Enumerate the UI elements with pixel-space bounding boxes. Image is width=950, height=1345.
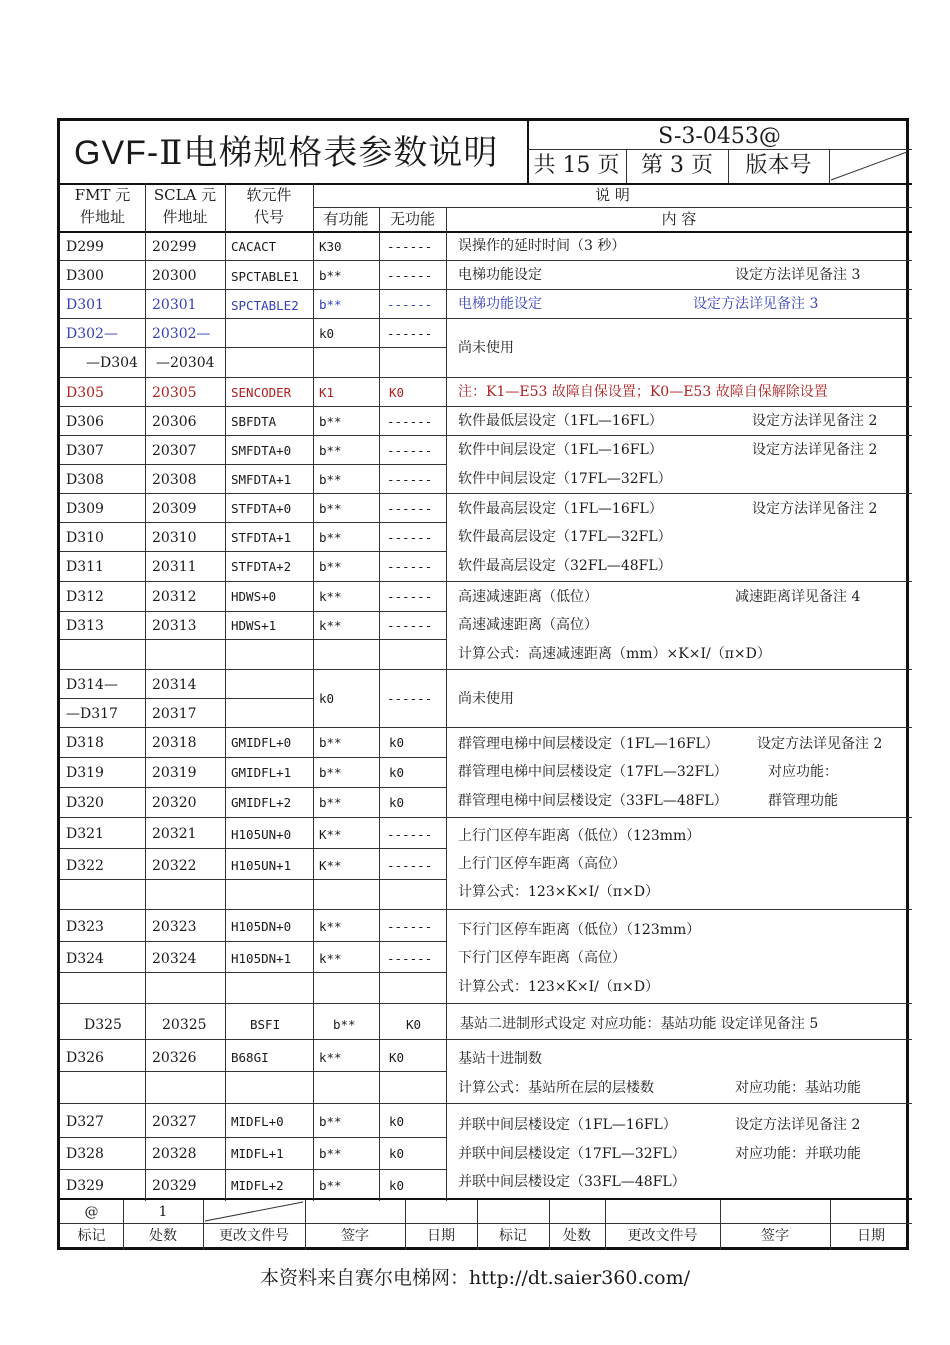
row-no-func: ------: [387, 443, 433, 458]
row-code: HDWS+1: [231, 618, 277, 633]
row-content: 基站十进制数: [458, 1051, 542, 1067]
title-main: Ⅱ电梯规格表参数说明: [159, 133, 499, 173]
row-content: 基站二进制形式设定 对应功能：基站功能 设定详见备注 5: [460, 1016, 819, 1032]
row-fmt: D327: [66, 1114, 104, 1130]
row-scla: 20299: [152, 239, 197, 255]
row-scla: 20302—: [152, 326, 211, 342]
header-fmt-1: FMT 元: [74, 186, 131, 204]
header-scla-2: 件地址: [162, 208, 208, 226]
row-fmt: D323: [66, 919, 104, 935]
row-with-func: b**: [319, 268, 342, 283]
row-with-func: b**: [333, 1017, 356, 1032]
row-note: 设定方法详见备注 2: [752, 501, 878, 517]
row-code: SPCTABLE1: [231, 269, 299, 284]
header-description: 说 明: [595, 186, 630, 204]
row-no-func: ------: [387, 530, 433, 545]
row-content: 并联中间层楼设定（17FL—32FL）: [458, 1146, 686, 1162]
row-content: 软件最高层设定（32FL—48FL）: [458, 558, 672, 574]
row-no-func: K0: [406, 1017, 422, 1032]
footer-label-date-2: 日期: [857, 1228, 885, 1244]
row-scla: 20307: [152, 443, 197, 459]
row-fmt: D325: [84, 1017, 122, 1033]
row-note: 群管理功能: [768, 793, 838, 809]
row-scla: 20311: [152, 559, 197, 575]
row-code: B68GI: [231, 1050, 269, 1065]
footer-label-count-2: 处数: [563, 1228, 591, 1244]
row-fmt: D328: [66, 1146, 104, 1162]
row-note: 设定方法详见备注 3: [735, 267, 861, 283]
row-content: 下行门区停车距离（低位）（123mm）: [458, 922, 701, 938]
row-code: STFDTA+1: [231, 530, 292, 545]
row-content: 下行门区停车距离（高位）: [458, 950, 626, 966]
row-fmt: D324: [66, 951, 104, 967]
row-with-func: b**: [319, 1114, 342, 1129]
row-fmt: D300: [66, 268, 104, 284]
row-note: 设定方法详见备注 2: [757, 736, 883, 752]
row-fmt: D307: [66, 443, 104, 459]
title-prefix: GVF-: [74, 134, 160, 172]
row-with-func: k0: [319, 691, 335, 706]
row-with-func: b**: [319, 443, 342, 458]
row-with-func: b**: [319, 735, 342, 750]
row-code: MIDFL+0: [231, 1114, 284, 1129]
row-content: 软件中间层设定（17FL—32FL）: [458, 471, 672, 487]
row-content: 软件最高层设定（1FL—16FL）: [458, 501, 663, 517]
row-scla: 20310: [152, 530, 197, 546]
footer-label-sign-2: 签字: [761, 1228, 789, 1244]
row-with-func: b**: [319, 414, 342, 429]
row-scla: 20328: [152, 1146, 197, 1162]
row-with-func: b**: [319, 559, 342, 574]
row-note: 设定方法详见备注 2: [752, 413, 878, 429]
source-note: 本资料来自赛尔电梯网：http://dt.saier360.com/: [260, 1267, 690, 1289]
row-scla: 20326: [152, 1050, 197, 1066]
row-scla: 20305: [152, 385, 197, 401]
row-no-func: k0: [389, 795, 405, 810]
row-fmt: D313: [66, 618, 104, 634]
version-label: 版本号: [745, 153, 812, 178]
row-no-func: k0: [389, 765, 405, 780]
row-note: 设定方法详见备注 3: [693, 296, 819, 312]
row-with-func: b**: [319, 472, 342, 487]
header-no-function: 无功能: [389, 210, 435, 228]
row-code: SENCODER: [231, 385, 292, 400]
row-fmt: D306: [66, 414, 104, 430]
row-no-func: ------: [387, 827, 433, 842]
row-note: 对应功能：基站功能: [735, 1080, 861, 1096]
row-fmt: D310: [66, 530, 104, 546]
row-code: SMFDTA+1: [231, 472, 292, 487]
row-content: 计算公式：123×K×I/（π×D）: [458, 884, 660, 900]
footer-label-change-doc: 更改文件号: [219, 1228, 289, 1244]
row-no-func: ------: [387, 472, 433, 487]
row-content: 并联中间层楼设定（1FL—16FL）: [458, 1117, 677, 1133]
row-fmt: D311: [66, 559, 104, 575]
row-content: 尚未使用: [458, 691, 514, 707]
header-with-function: 有功能: [323, 210, 369, 228]
footer-label-sign: 签字: [341, 1228, 369, 1244]
row-scla: 20322: [152, 858, 197, 874]
row-content: 群管理电梯中间层楼设定（17FL—32FL）: [458, 764, 728, 780]
row-no-func: ------: [387, 268, 433, 283]
row-scla: 20329: [152, 1178, 197, 1194]
row-content: 计算公式：123×K×I/（π×D）: [458, 979, 660, 995]
row-scla: 20308: [152, 472, 197, 488]
version-diagonal: [829, 149, 909, 183]
row-content: 注：K1—E53 故障自保设置；K0—E53 故障自保解除设置: [458, 384, 828, 400]
row-code: STFDTA+0: [231, 501, 292, 516]
row-no-func: ------: [387, 501, 433, 516]
row-fmt: D314—: [66, 677, 118, 693]
row-note: 设定方法详见备注 2: [735, 1117, 861, 1133]
row-code: HDWS+0: [231, 589, 277, 604]
footer-label-change-doc-2: 更改文件号: [627, 1228, 698, 1244]
row-with-func: k**: [319, 1050, 342, 1065]
row-fmt: D318: [66, 735, 104, 751]
footer-mark-value: @: [84, 1204, 99, 1220]
footer-label-count: 处数: [149, 1228, 177, 1244]
row-code: SMFDTA+0: [231, 443, 292, 458]
footer-label-mark-2: 标记: [499, 1228, 527, 1244]
footer-count-value: 1: [158, 1204, 168, 1220]
row-scla: 20309: [152, 501, 197, 517]
row-fmt: D299: [66, 239, 104, 255]
row-content: 尚未使用: [458, 340, 514, 356]
row-with-func: K**: [319, 827, 342, 842]
row-with-func: k0: [319, 326, 335, 341]
row-no-func: k0: [389, 1114, 405, 1129]
header-scla-1: SCLA 元: [153, 186, 217, 204]
row-code: CACACT: [231, 239, 277, 254]
row-no-func: ------: [387, 858, 433, 873]
row-scla: 20313: [152, 618, 197, 634]
row-no-func: ------: [387, 326, 433, 341]
row-fmt: D319: [66, 765, 104, 781]
row-scla: 20325: [162, 1017, 207, 1033]
row-content: 电梯功能设定: [458, 267, 542, 283]
row-no-func: K0: [389, 1050, 405, 1065]
row-content: 计算公式：高速减速距离（mm）×K×I/（π×D）: [458, 646, 771, 662]
row-code: H105UN+0: [231, 827, 292, 842]
row-code: GMIDFL+2: [231, 795, 292, 810]
row-fmt: D308: [66, 472, 104, 488]
row-with-func: b**: [319, 1146, 342, 1161]
row-fmt: D326: [66, 1050, 104, 1066]
row-with-func: b**: [319, 501, 342, 516]
row-code: SBFDTA: [231, 414, 277, 429]
row-with-func: b**: [319, 765, 342, 780]
spec-sheet: [57, 118, 909, 1250]
row-scla: 20300: [152, 268, 197, 284]
row-content: 群管理电梯中间层楼设定（1FL—16FL）: [458, 736, 719, 752]
row-with-func: b**: [319, 1178, 342, 1193]
header-soft-2: 代号: [253, 208, 284, 226]
row-content: 软件中间层设定（1FL—16FL）: [458, 442, 663, 458]
row-scla: 20301: [152, 297, 197, 313]
row-no-func: ------: [387, 297, 433, 312]
row-with-func: K30: [319, 239, 342, 254]
pages-total: 共 15 页: [533, 153, 620, 178]
row-content: 误操作的延时时间（3 秒）: [458, 238, 626, 254]
doc-number: S-3-0453@: [658, 124, 781, 149]
row-content: 软件最低层设定（1FL—16FL）: [458, 413, 663, 429]
row-no-func: k0: [389, 1178, 405, 1193]
row-fmt: D329: [66, 1178, 104, 1194]
row-with-func: k**: [319, 919, 342, 934]
row-content: 电梯功能设定: [458, 296, 542, 312]
row-with-func: b**: [319, 530, 342, 545]
row-scla: 20306: [152, 414, 197, 430]
row-with-func: k**: [319, 951, 342, 966]
row-with-func: b**: [319, 795, 342, 810]
row-fmt: D302—: [66, 326, 118, 342]
row-with-func: k**: [319, 589, 342, 604]
header-fmt-2: 件地址: [79, 208, 125, 226]
row-code: MIDFL+1: [231, 1146, 284, 1161]
row-note: 设定方法详见备注 2: [752, 442, 878, 458]
row-content: 上行门区停车距离（低位）（123mm）: [458, 828, 701, 844]
row-scla: 20319: [152, 765, 197, 781]
row-no-func: k0: [389, 735, 405, 750]
row-no-func: k0: [389, 1146, 405, 1161]
row-content: 计算公式：基站所在层的层楼数: [458, 1080, 654, 1096]
row-fmt: D321: [66, 826, 104, 842]
header-content: 内 容: [661, 210, 697, 228]
row-scla: 20317: [152, 706, 197, 722]
row-code: H105DN+1: [231, 951, 292, 966]
row-code: MIDFL+2: [231, 1178, 284, 1193]
row-fmt: D305: [66, 385, 104, 401]
page-current: 第 3 页: [641, 153, 713, 178]
row-no-func: ------: [387, 691, 433, 706]
row-content: 高速减速距离（高位）: [458, 617, 598, 633]
row-scla: 20312: [152, 589, 197, 605]
row-code: GMIDFL+1: [231, 765, 292, 780]
row-fmt: —D304: [86, 355, 138, 371]
row-note: 减速距离详见备注 4: [735, 589, 861, 605]
row-no-func: ------: [387, 951, 433, 966]
row-code: GMIDFL+0: [231, 735, 292, 750]
row-code: SPCTABLE2: [231, 298, 299, 313]
row-no-func: ------: [387, 239, 433, 254]
footer-diagonal: [203, 1200, 305, 1223]
row-no-func: ------: [387, 414, 433, 429]
row-fmt: —D317: [66, 706, 118, 722]
row-fmt: D322: [66, 858, 104, 874]
document-title: [74, 131, 498, 175]
row-code: STFDTA+2: [231, 559, 292, 574]
row-no-func: K0: [389, 385, 405, 400]
row-content: 高速减速距离（低位）: [458, 589, 598, 605]
row-fmt: D312: [66, 589, 104, 605]
row-content: 上行门区停车距离（高位）: [458, 856, 626, 872]
row-scla: 20323: [152, 919, 197, 935]
row-scla: 20318: [152, 735, 197, 751]
row-with-func: k**: [319, 618, 342, 633]
row-content: 群管理电梯中间层楼设定（33FL—48FL）: [458, 793, 728, 809]
row-scla: 20324: [152, 951, 197, 967]
row-fmt: D301: [66, 297, 104, 313]
row-code: H105DN+0: [231, 919, 292, 934]
row-content: 软件最高层设定（17FL—32FL）: [458, 529, 672, 545]
row-scla: 20320: [152, 795, 197, 811]
row-no-func: ------: [387, 919, 433, 934]
footer-label-date: 日期: [427, 1228, 455, 1244]
row-scla: —20304: [156, 355, 215, 371]
row-scla: 20321: [152, 826, 197, 842]
header-soft-1: 软元件: [246, 186, 292, 204]
row-with-func: K**: [319, 858, 342, 873]
row-content: 并联中间层楼设定（33FL—48FL）: [458, 1174, 686, 1190]
row-fmt: D320: [66, 795, 104, 811]
row-no-func: ------: [387, 559, 433, 574]
row-with-func: K1: [319, 385, 335, 400]
row-fmt: D309: [66, 501, 104, 517]
row-note: 对应功能：并联功能: [735, 1146, 861, 1162]
row-no-func: ------: [387, 618, 433, 633]
row-note: 对应功能：: [768, 764, 838, 780]
footer-label-mark: 标记: [77, 1228, 106, 1244]
row-code: BSFI: [250, 1017, 281, 1032]
row-with-func: b**: [319, 297, 342, 312]
row-code: H105UN+1: [231, 858, 292, 873]
row-scla: 20314: [152, 677, 197, 693]
row-no-func: ------: [387, 589, 433, 604]
row-scla: 20327: [152, 1114, 197, 1130]
